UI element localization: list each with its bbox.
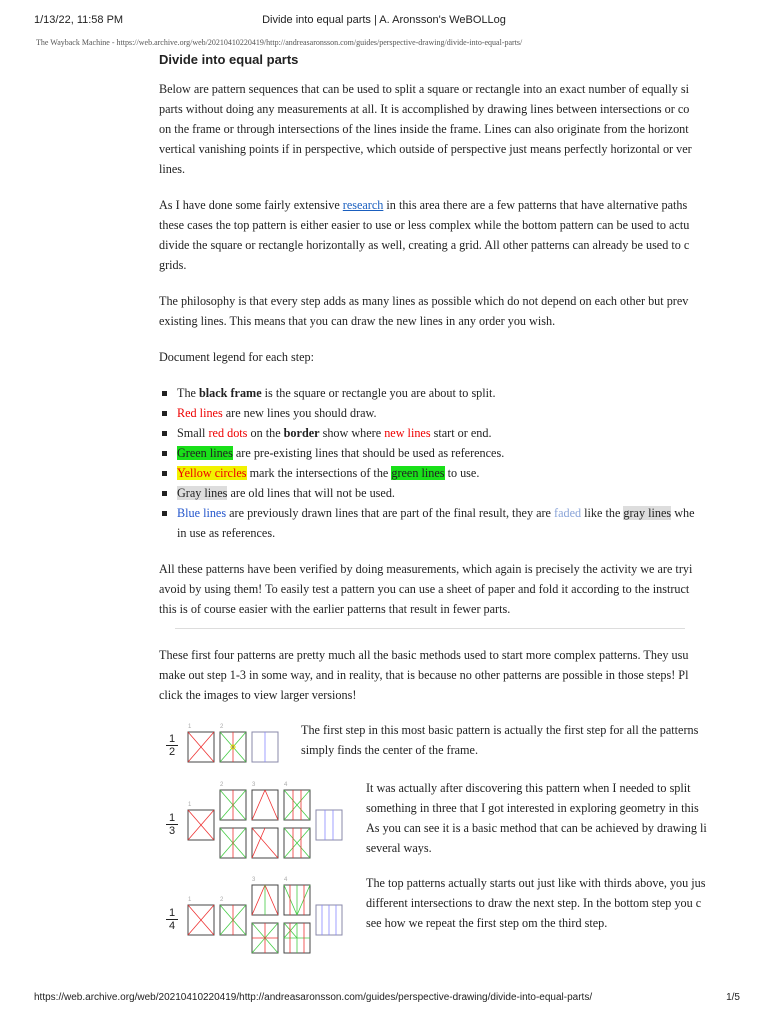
article-heading: Divide into equal parts xyxy=(159,52,299,67)
step-label: 2 xyxy=(220,897,224,903)
text-line: grids. xyxy=(159,258,187,272)
philosophy-paragraph xyxy=(159,291,733,331)
text-fragment: As I have done some fairly extensive xyxy=(159,198,343,212)
text-line xyxy=(159,195,733,215)
frame xyxy=(252,790,278,820)
pattern-half-text xyxy=(301,720,733,760)
step-label: 1 xyxy=(188,897,192,903)
text-fragment: Small xyxy=(177,426,209,440)
verified-paragraph xyxy=(159,559,733,619)
section-divider xyxy=(175,628,685,629)
text-fragment: in this area there are a few patterns that have alternative paths xyxy=(383,198,688,212)
text-fragment: start or end. xyxy=(430,426,492,440)
text-line: different intersections to draw the next step. In the bottom step you c xyxy=(366,896,702,910)
legend-item-green-lines xyxy=(159,443,733,463)
print-page-title: Divide into equal parts | A. Aronsson's WeBOLLog xyxy=(262,14,506,26)
pattern-third-diagram[interactable] xyxy=(184,778,346,862)
pattern-half-diagram[interactable] xyxy=(184,720,284,768)
fraction-denominator: 2 xyxy=(168,746,176,758)
step-label: 1 xyxy=(188,802,192,808)
text-fragment: show where xyxy=(319,426,385,440)
text-fragment: are previously drawn lines that are part of the final result, they are xyxy=(226,506,555,520)
pattern-quarter-diagram[interactable] xyxy=(184,873,346,957)
text-fragment: are pre-existing lines that should be used as references. xyxy=(232,446,505,460)
frame xyxy=(316,810,342,840)
print-page-number: 1/5 xyxy=(726,992,740,1003)
text-line: The first step in this most basic pattern is actually the first step for all the patterns xyxy=(301,723,699,737)
text-fragment: border xyxy=(283,426,320,440)
text-fragment: like the xyxy=(581,506,624,520)
legend-item-gray-lines xyxy=(159,483,733,503)
text-line: As you can see it is a basic method that can be achieved by drawing li xyxy=(366,821,707,835)
text-line: All these patterns have been verified by doing measurements, which again is precisely the activity we are tryi xyxy=(159,562,693,576)
step-label: 1 xyxy=(188,724,192,730)
text-line: this is of course easier with the earlier patterns that result in fewer parts. xyxy=(159,602,511,616)
text-fragment: mark the intersections of the xyxy=(246,466,392,480)
text-fragment: are new lines you should draw. xyxy=(222,406,377,420)
text-fragment: whe xyxy=(671,506,695,520)
text-fragment: black frame xyxy=(199,386,262,400)
step-label: 4 xyxy=(284,877,288,883)
fraction-label xyxy=(166,733,178,758)
text-line: several ways. xyxy=(366,841,432,855)
text-line: existing lines. This means that you can draw the new lines in any order you wish. xyxy=(159,314,556,328)
print-footer-url: https://web.archive.org/web/20210410220419/http://andreasaronsson.com/guides/perspective-drawing/divide-into-equal-parts/ xyxy=(34,992,593,1003)
text-fragment: Gray lines xyxy=(177,486,228,500)
text-fragment: Red lines xyxy=(177,406,223,420)
text-line: These first four patterns are pretty much all the basic methods used to start more complex patterns. They usu xyxy=(159,648,689,662)
text-line: parts without doing any measurements at all. It is accomplished by drawing lines between intersections or co xyxy=(159,102,690,116)
diagonal-line xyxy=(284,885,297,915)
legend-item-yellow-circles xyxy=(159,463,733,483)
diagonal-line xyxy=(252,828,278,858)
basic-paragraph xyxy=(159,645,733,705)
diagonal-line xyxy=(252,885,265,915)
text-line: these cases the top pattern is either easier to use or less complex while the bottom pattern can be used to actu xyxy=(159,218,690,232)
text-fragment: on the xyxy=(247,426,284,440)
diagonal-line xyxy=(297,885,310,915)
text-line: on the frame or through intersections of the lines inside the frame. Lines can also originate from the horizont xyxy=(159,122,689,136)
research-paragraph xyxy=(159,195,733,275)
text-fragment: gray lines xyxy=(623,506,672,520)
text-line: Below are pattern sequences that can be used to split a square or rectangle into an exact number of equally si xyxy=(159,82,689,96)
legend-item-black-frame xyxy=(159,383,733,403)
intro-paragraph xyxy=(159,79,733,179)
text-fragment: in use as references. xyxy=(177,526,276,540)
text-fragment: are old lines that will not be used. xyxy=(227,486,395,500)
fraction-label xyxy=(166,907,178,932)
pattern-quarter-text xyxy=(366,873,733,933)
text-line: The philosophy is that every step adds as many lines as possible which do not depend on each other but prev xyxy=(159,294,689,308)
step-label: 4 xyxy=(284,782,288,788)
text-line: click the images to view larger versions! xyxy=(159,688,357,702)
diagonal-line xyxy=(252,790,265,820)
text-line: simply finds the center of the frame. xyxy=(301,743,478,757)
text-line: It was actually after discovering this pattern when I needed to split xyxy=(366,781,691,795)
text-fragment: new lines xyxy=(384,426,431,440)
text-fragment: The xyxy=(177,386,199,400)
text-fragment: red dots xyxy=(208,426,248,440)
legend-item-red-dots xyxy=(159,423,733,443)
step-label: 2 xyxy=(220,724,224,730)
text-line: see how we repeat the first step om the third step. xyxy=(366,916,608,930)
text-fragment: green lines xyxy=(391,466,445,480)
fraction-numerator: 1 xyxy=(166,733,178,746)
text-line: avoid by using them! To easily test a pattern you can use a sheet of paper and fold it according to the instruct xyxy=(159,582,690,596)
fraction-denominator: 4 xyxy=(168,920,176,932)
diagonal-line xyxy=(265,790,278,820)
legend-intro: Document legend for each step: xyxy=(159,350,314,364)
text-fragment: is the square or rectangle you are about to split. xyxy=(261,386,496,400)
pattern-third-text xyxy=(366,778,733,858)
article-body xyxy=(159,52,733,635)
text-line: vertical vanishing points if in perspective, which outside of perspective just means perfectly horizontal or ver xyxy=(159,142,692,156)
text-fragment: Yellow circles xyxy=(177,466,247,480)
fraction-numerator: 1 xyxy=(166,907,178,920)
basic-patterns-intro xyxy=(159,645,733,721)
legend-item-blue-lines xyxy=(159,503,733,543)
step-label: 2 xyxy=(220,782,224,788)
text-line: something in three that I got interested in exploring geometry in this xyxy=(366,801,699,815)
step-label: 3 xyxy=(252,877,256,883)
fraction-label xyxy=(166,812,178,837)
research-link[interactable]: research xyxy=(342,198,384,212)
legend-item-red-lines xyxy=(159,403,733,423)
text-fragment: faded xyxy=(554,506,582,520)
wayback-url-bar: The Wayback Machine - https://web.archive.org/web/20210410220419/http://andreasaronsson.com/guides/perspective-drawing/divide-into-equal-parts/ xyxy=(36,38,523,47)
text-fragment: to use. xyxy=(444,466,480,480)
diagonal-line xyxy=(265,885,278,915)
print-datetime: 1/13/22, 11:58 PM xyxy=(34,14,124,26)
diagonal-line xyxy=(252,828,265,858)
text-line: lines. xyxy=(159,162,186,176)
legend-list xyxy=(159,383,733,543)
text-line: The top patterns actually starts out just like with thirds above, you jus xyxy=(366,876,706,890)
fraction-denominator: 3 xyxy=(168,825,176,837)
step-label: 3 xyxy=(252,782,256,788)
text-fragment: Green lines xyxy=(177,446,233,460)
text-line: make out step 1-3 in some way, and in reality, that is because no other patterns are possible in those steps! Pl xyxy=(159,668,689,682)
text-fragment: Blue lines xyxy=(177,506,227,520)
text-line: divide the square or rectangle horizontally as well, creating a grid. All other patterns can already be used to c xyxy=(159,238,690,252)
fraction-numerator: 1 xyxy=(166,812,178,825)
